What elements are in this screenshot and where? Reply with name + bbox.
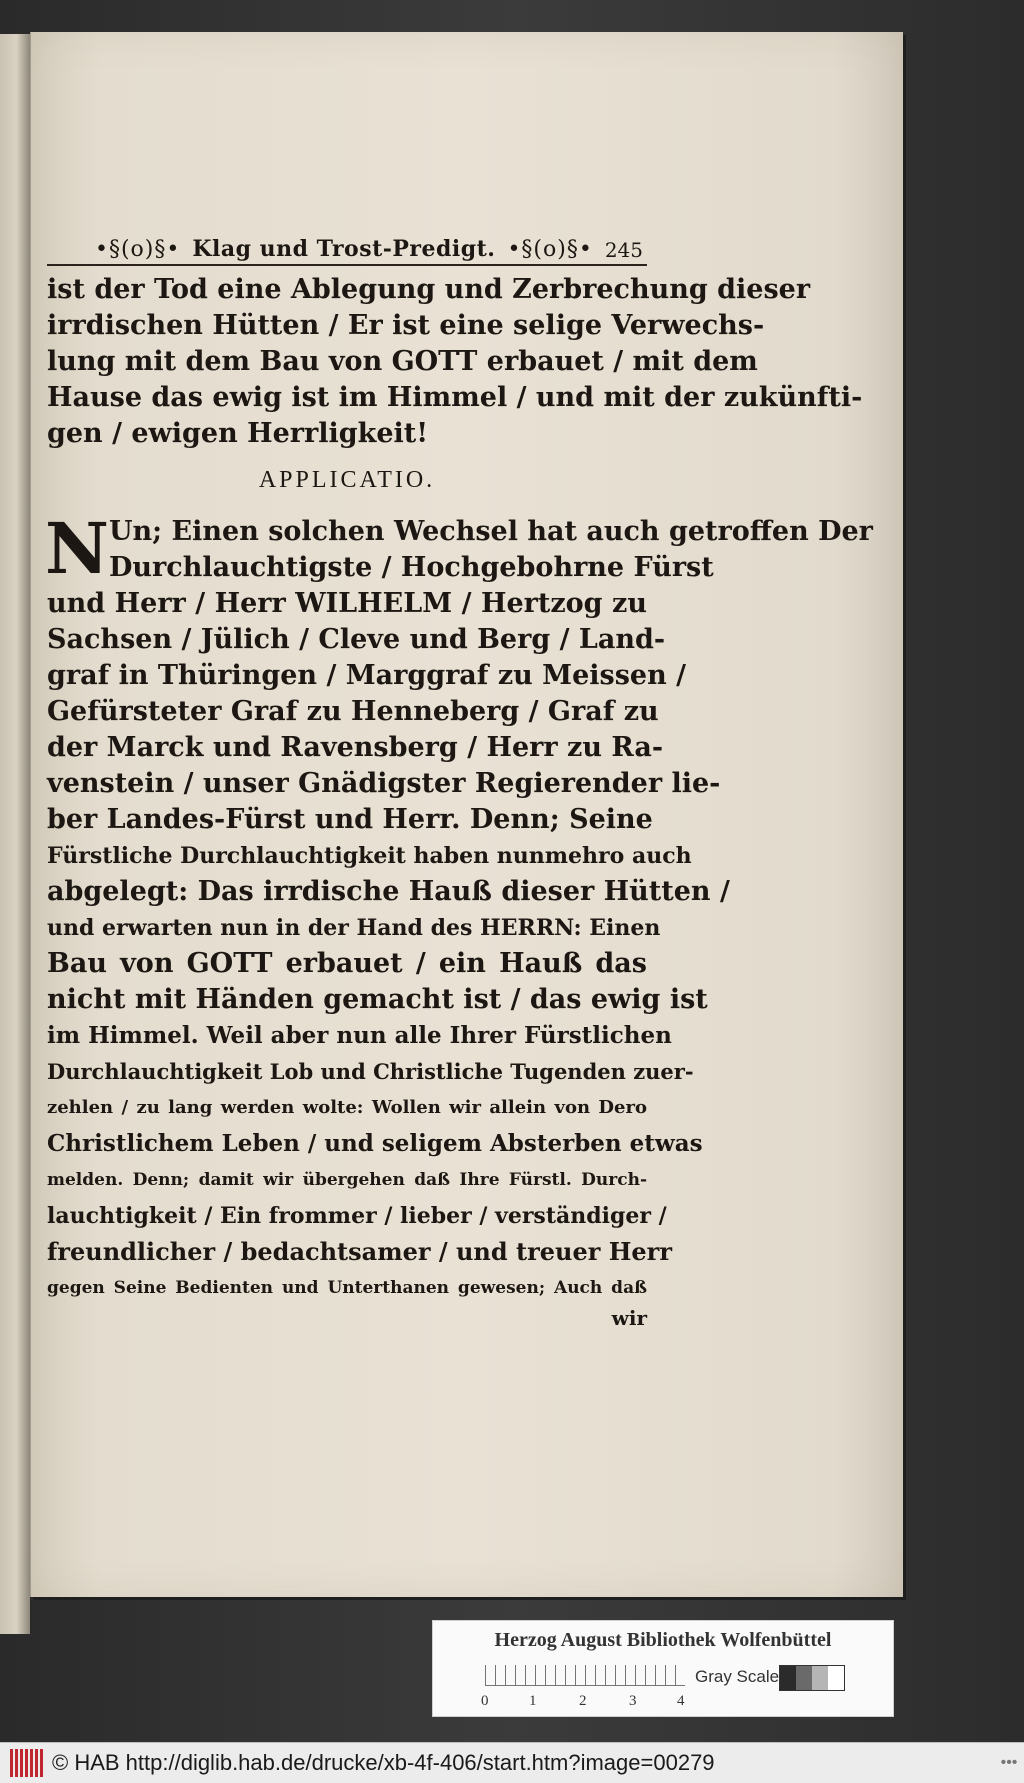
text-line: und erwarten nun in der Hand des HERRN: Einen <box>47 915 661 941</box>
running-title: Klag und Trost-Predigt. <box>192 236 496 262</box>
text-line: Durchlauchtigkeit Lob und Christliche Tugenden zuer- <box>47 1059 694 1084</box>
previous-page-edge <box>0 34 32 1634</box>
text-line: lung mit dem Bau von GOTT erbauet / mit dem <box>47 346 758 377</box>
text-line: irrdischen Hütten / Er ist eine selige Verwechs- <box>47 310 765 341</box>
drop-initial: N <box>45 507 109 590</box>
color-calibration-bar <box>432 1620 894 1717</box>
page-number: 245 <box>604 238 643 262</box>
text-line: ber Landes-Fürst und Herr. Denn; Seine <box>47 804 653 835</box>
text-line: lauchtigkeit / Ein frommer / lieber / verständiger / <box>47 1203 667 1229</box>
swatch <box>780 1666 796 1690</box>
scale-number: 0 <box>481 1693 489 1709</box>
text-line: Durchlauchtigste / Hochgebohrne Fürst <box>109 552 714 583</box>
text-line: melden. Denn; damit wir übergehen daß Ihre Fürstl. Durch- <box>47 1170 647 1190</box>
text-line: freundlicher / bedachtsamer / und treuer Herr <box>47 1237 672 1266</box>
more-options-icon[interactable]: ••• <box>1000 1754 1018 1771</box>
text-line: gen / ewigen Herrligkeit! <box>47 418 429 449</box>
catchword: wir <box>611 1306 647 1330</box>
text-line: venstein / unser Gnädigster Regierender lie- <box>47 768 721 799</box>
scale-number: 1 <box>529 1693 537 1709</box>
scale-number: 4 <box>677 1693 685 1709</box>
text-line: Gefürsteter Graf zu Henneberg / Graf zu <box>47 696 659 727</box>
main-paragraph <box>45 507 873 1306</box>
text-line: ist der Tod eine Ablegung und Zerbrechung dieser <box>47 274 811 305</box>
running-head <box>47 228 647 262</box>
swatch <box>812 1666 828 1690</box>
text-line: und Herr / Herr WILHELM / Hertzog zu <box>47 588 647 619</box>
text-line: Un; Einen solchen Wechsel hat auch getroffen Der <box>109 516 873 547</box>
ornament-right: •§(o)§• <box>507 237 593 262</box>
text-line: Hause das ewig ist im Himmel / und mit der zukünfti- <box>47 382 863 413</box>
text-line: zehlen / zu lang werden wolte: Wollen wir allein von Dero <box>47 1097 647 1118</box>
text-line: der Marck und Ravensberg / Herr zu Ra- <box>47 732 664 763</box>
book-page <box>30 32 903 1597</box>
text-line: graf in Thüringen / Marggraf zu Meissen / <box>47 660 686 691</box>
page-text <box>45 228 873 1330</box>
scale-ruler <box>485 1665 685 1686</box>
head-rule <box>47 264 647 266</box>
text-line: Fürstliche Durchlauchtigkeit haben nunmehro auch <box>47 843 692 869</box>
viewer-footer <box>0 1742 1024 1783</box>
text-line: Christlichem Leben / und seligem Absterben etwas <box>47 1130 703 1157</box>
text-line: gegen Seine Bedienten und Unterthanen gewesen; Auch daß <box>47 1278 647 1298</box>
scale-number: 3 <box>629 1693 637 1709</box>
text-line: im Himmel. Weil aber nun alle Ihrer Fürstlichen <box>47 1022 672 1049</box>
library-name: Herzog August Bibliothek Wolfenbüttel <box>494 1629 832 1651</box>
intro-paragraph <box>47 272 863 452</box>
hab-logo-icon <box>10 1749 44 1777</box>
ornament-left: •§(o)§• <box>95 237 181 262</box>
scale-number: 2 <box>579 1693 587 1709</box>
text-line: Sachsen / Jülich / Cleve und Berg / Land- <box>47 624 666 655</box>
citation-link[interactable]: © HAB http://diglib.hab.de/drucke/xb-4f-406/start.htm?image=00279 <box>52 1750 715 1775</box>
swatch <box>828 1666 844 1690</box>
text-line: nicht mit Händen gemacht ist / das ewig ist <box>47 984 708 1015</box>
text-line: abgelegt: Das irrdische Hauß dieser Hütten / <box>47 876 730 907</box>
swatch <box>796 1666 812 1690</box>
gray-scale-label: Gray Scale <box>695 1667 780 1686</box>
gray-swatches <box>779 1665 845 1691</box>
section-heading: APPLICATIO. <box>258 467 436 493</box>
text-line: Bau von GOTT erbauet / ein Hauß das <box>47 948 647 979</box>
